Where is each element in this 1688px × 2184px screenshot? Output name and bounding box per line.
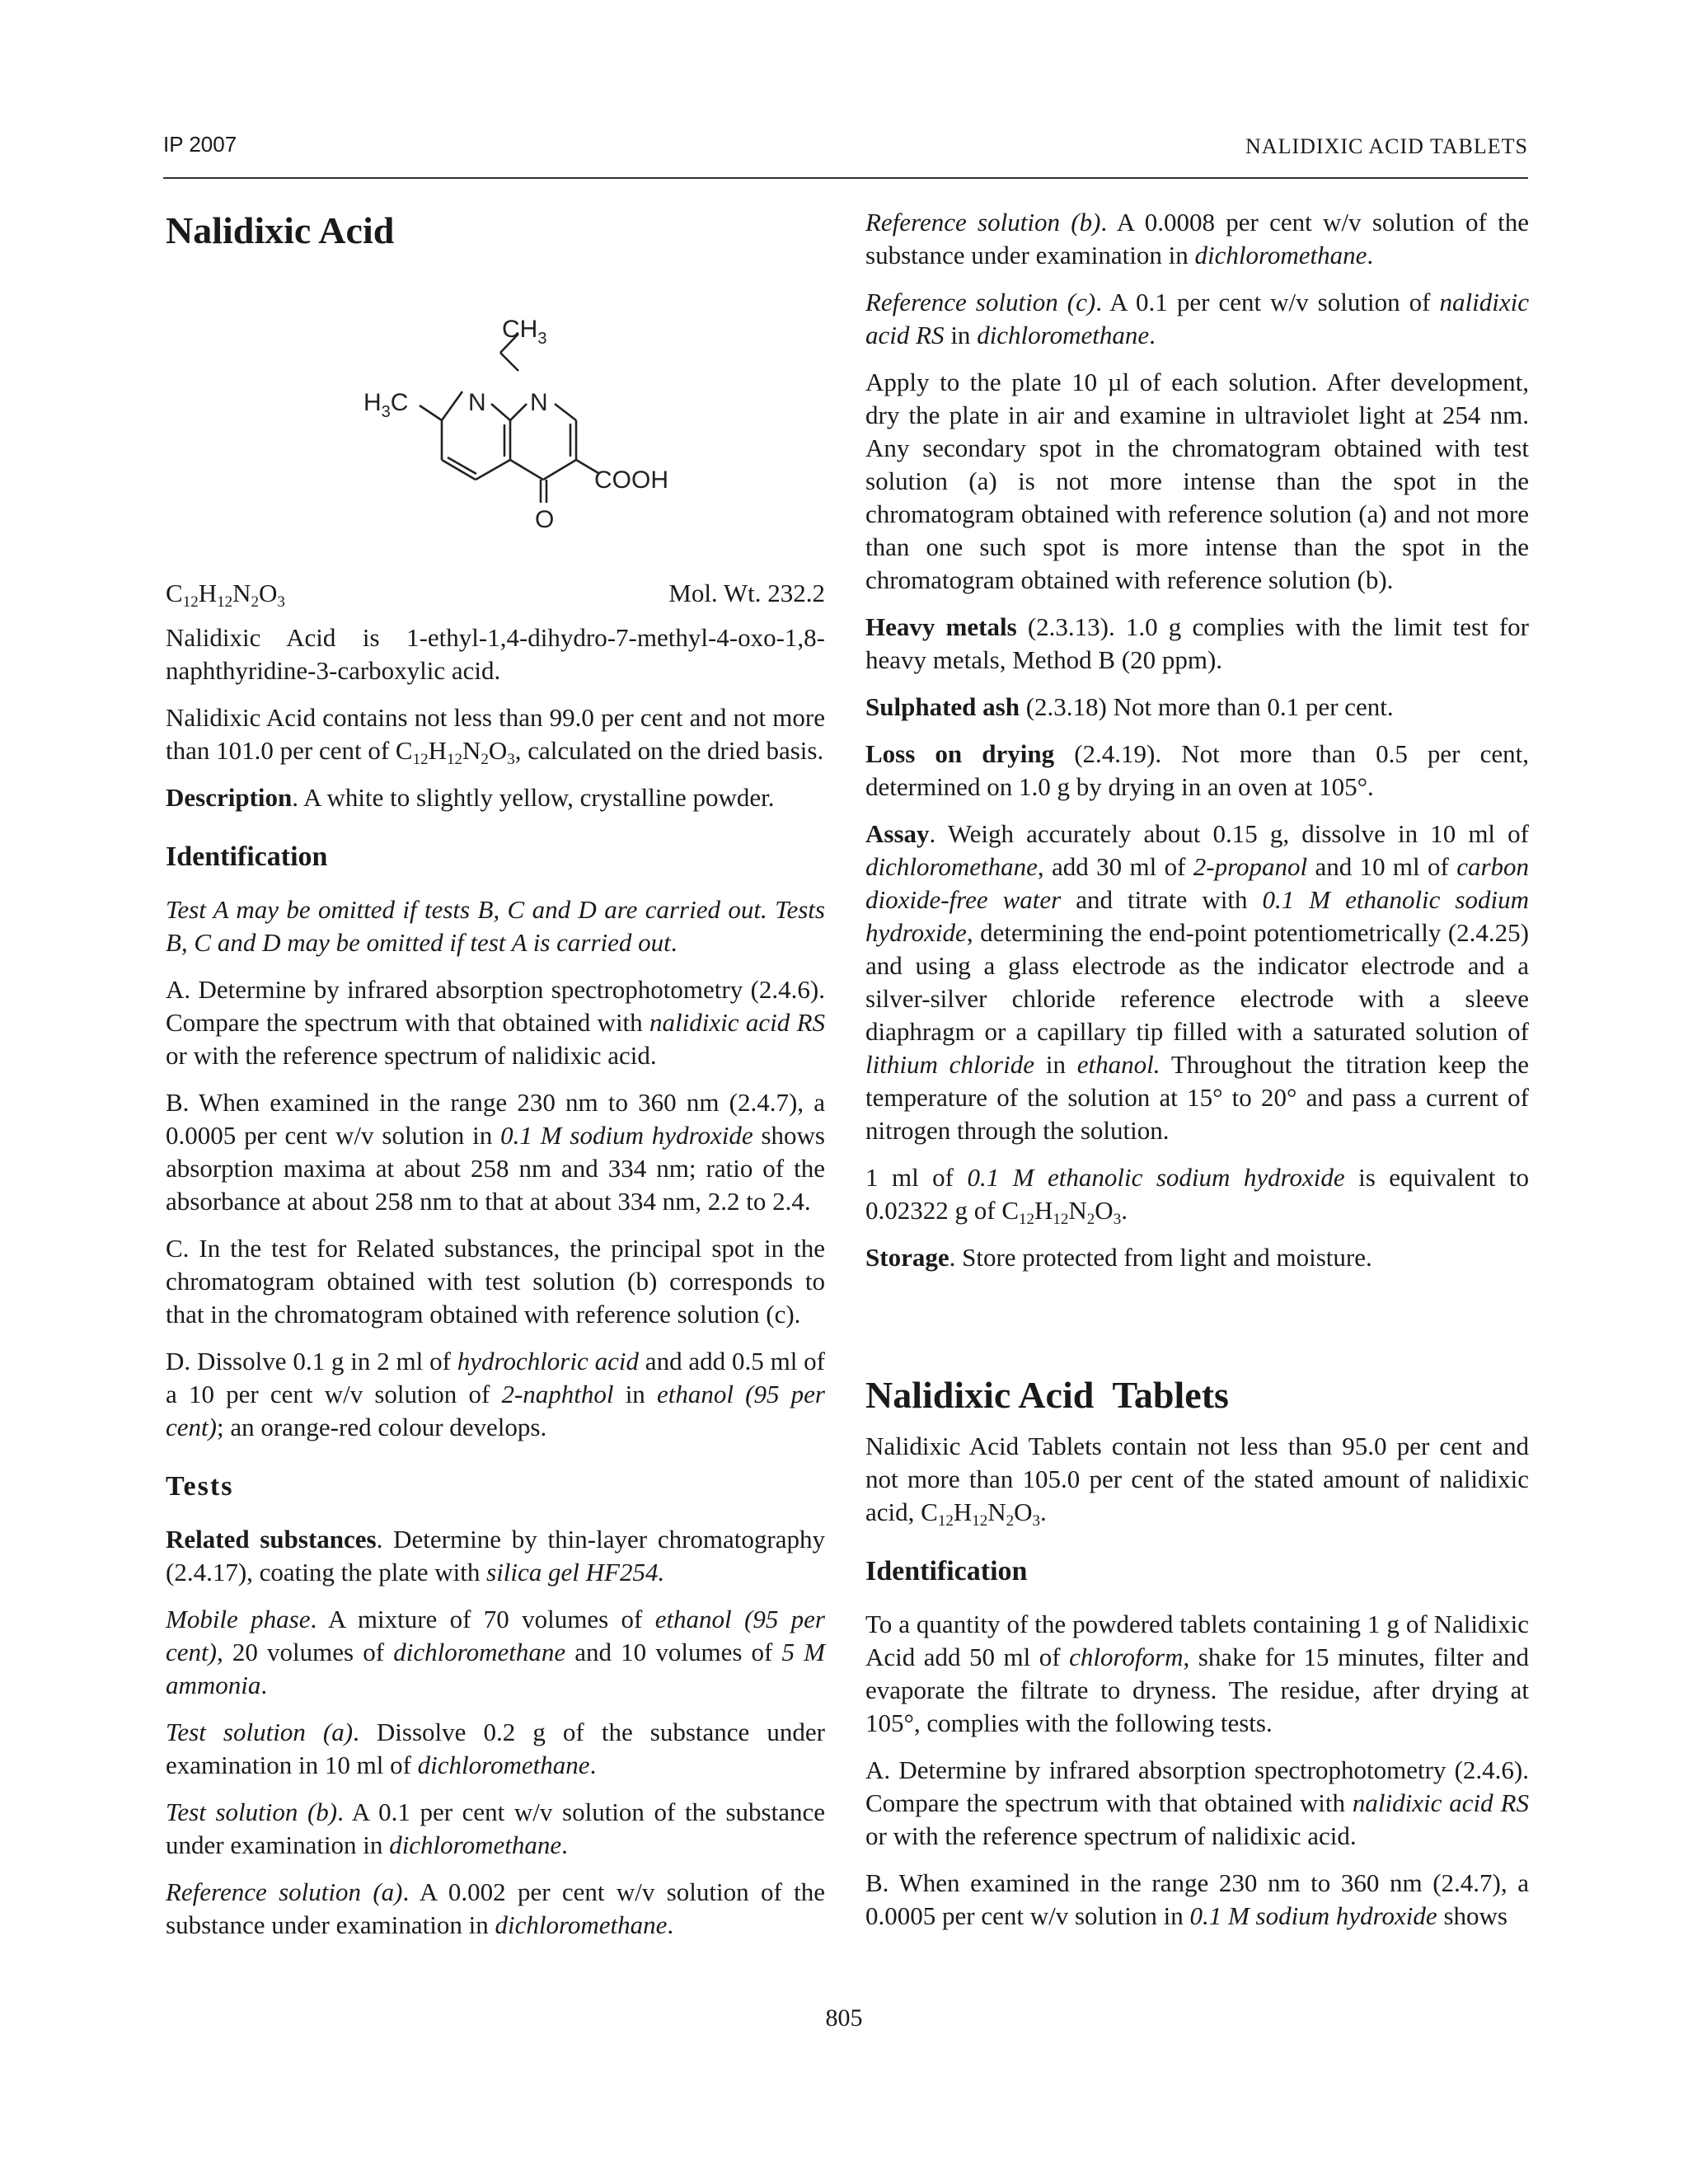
identification-test-a: A. Determine by infrared absorption spectrophotometry (2.4.6). Compare the spectrum with that obtained with nalidixic acid RS or with the reference spectrum of nalidixic acid. — [166, 975, 826, 1070]
tablets-identification-paragraph: To a quantity of the powdered tablets containing 1 g of Nalidixic Acid add 50 ml of chloroform, shake for 15 minutes, filter and evaporate the filtrate to dryness. The residue, after drying at 105°, complies with the following tests. — [865, 1610, 1529, 1737]
reference-solution-b-paragraph: Reference solution (b). A 0.0008 per cent w/v solution of the substance under examination in dichloromethane. — [865, 208, 1529, 269]
running-header-right: NALIDIXIC ACID TABLETS — [1245, 134, 1528, 158]
tablets-content-paragraph: Nalidixic Acid Tablets contain not less than 95.0 per cent and not more than 105.0 per cent of the stated amount of nalidixic acid, $C_{12}H_{12}N_2O_3$. — [865, 1432, 1529, 1530]
apply-paragraph: Apply to the plate 10 µl of each solution. After development, dry the plate in air and examine in ultraviolet light at 254 nm. Any secondary spot in the chromatogram obtained with test solution (a) is not more intense than the spot in the chromatogram obtained with reference solution (a) and not more than one such spot is more intense than the spot in the chromatogram obtained with reference solution (b). — [865, 368, 1529, 594]
section-spacer — [865, 1288, 1529, 1371]
running-header-left: IP 2007 — [163, 132, 237, 157]
molecular-formula: $C_{12}H_{12}N_2O_3$ — [166, 579, 285, 611]
structure-diagram — [314, 255, 710, 577]
struct-o-label: O — [535, 506, 555, 533]
heavy-metals-paragraph: Heavy metals (2.3.13). 1.0 g complies with the limit test for heavy metals, Method B (20 ppm). — [865, 612, 1529, 674]
assay-paragraph: Assay. Weigh accurately about 0.15 g, dissolve in 10 ml of dichloromethane, add 30 ml of 2-propanol and 10 ml of carbon dioxide-free water and titrate with 0.1 M ethanolic sodium hydroxide, determining the end-point potentiometrically (2.4.25) and using a glass electrode as the indicator electrode and a silver-silver chloride reference electrode with a sleeve diaphragm or a capillary tip filled with a saturated solution of lithium chloride in ethanol. Throughout the titration keep the temperature of the solution at 15° to 20° and pass a current of nitrogen through the solution. — [865, 819, 1530, 1145]
reference-solution-a-paragraph: Reference solution (a). A 0.002 per cent w/v solution of the substance under examination in dichloromethane. — [166, 1877, 826, 1939]
struct-h3c-label: $H_3C$ — [363, 389, 409, 421]
test-solution-b-paragraph: Test solution (b). A 0.1 per cent w/v solution of the substance under examination in dichloromethane. — [166, 1797, 825, 1859]
identification-heading: Identification — [166, 841, 328, 872]
test-solution-a-paragraph: Test solution (a). Dissolve 0.2 g of the substance under examination in 10 ml of dichloromethane. — [166, 1718, 825, 1779]
struct-ch3-label: $CH_3$ — [502, 316, 547, 348]
tablets-title: Nalidixic Acid Tablets — [865, 1374, 1229, 1416]
related-substances-paragraph: Related substances. Determine by thin-layer chromatography (2.4.17), coating the plate with silica gel HF254. — [166, 1525, 825, 1586]
chemical-structure — [166, 255, 825, 577]
chemical-name-paragraph: Nalidixic Acid is 1-ethyl-1,4-dihydro-7-methyl-4-oxo-1,8-naphthyridine-3-carboxylic acid. — [166, 623, 825, 685]
identification-note: Test A may be omitted if tests B, C and D are carried out. Tests B, C and D may be omitted if test A is carried out. — [166, 895, 825, 957]
left-column — [166, 206, 825, 1956]
struct-n-label-2: N — [530, 389, 548, 416]
formula-row — [166, 577, 825, 610]
page-number: 805 — [825, 2004, 863, 2032]
storage-paragraph: Storage. Store protected from light and moisture. — [865, 1243, 1372, 1272]
tablets-test-b: B. When examined in the range 230 nm to 360 nm (2.4.7), a 0.0005 per cent w/v solution in 0.1 M sodium hydroxide shows — [865, 1868, 1529, 1930]
molecular-weight: Mol. Wt. 232.2 — [668, 579, 825, 607]
tests-heading: Tests — [166, 1471, 234, 1502]
tablets-test-a: A. Determine by infrared absorption spectrophotometry (2.4.6). Compare the spectrum with that obtained with nalidixic acid RS or with the reference spectrum of nalidixic acid. — [865, 1755, 1530, 1850]
struct-n-label: N — [468, 389, 486, 416]
mobile-phase-paragraph: Mobile phase. A mixture of 70 volumes of ethanol (95 per cent), 20 volumes of dichloromethane and 10 volumes of 5 M ammonia. — [166, 1605, 825, 1699]
header-rule — [163, 177, 1528, 179]
sulphated-ash-paragraph: Sulphated ash (2.3.18) Not more than 0.1 per cent. — [865, 692, 1394, 721]
content-paragraph: Nalidixic Acid contains not less than 99.0 per cent and not more than 101.0 per cent of $C_{12}H_{12}N_2O_3$, calculated on the dried basis. — [166, 703, 825, 768]
tablets-identification-heading: Identification — [865, 1556, 1028, 1586]
description-paragraph: Description. A white to slightly yellow, crystalline powder. — [166, 783, 775, 812]
struct-cooh-label: COOH — [594, 466, 668, 494]
reference-solution-c-paragraph: Reference solution (c). A 0.1 per cent w/v solution of nalidixic acid RS in dichloromethane. — [865, 288, 1530, 349]
loss-on-drying-paragraph: Loss on drying (2.4.19). Not more than 0.5 per cent, determined on 1.0 g by drying in an oven at 105°. — [865, 739, 1529, 801]
identification-test-c: C. In the test for Related substances, the principal spot in the chromatogram obtained with test solution (b) corresponds to that in the chromatogram obtained with reference solution (c). — [166, 1234, 825, 1329]
identification-test-d: D. Dissolve 0.1 g in 2 ml of hydrochloric acid and add 0.5 ml of a 10 per cent w/v solution of 2-naphthol in ethanol (95 per cent); an orange-red colour develops. — [166, 1347, 825, 1441]
identification-test-b: B. When examined in the range 230 nm to 360 nm (2.4.7), a 0.0005 per cent w/v solution in 0.1 M sodium hydroxide shows absorption maxima at about 258 nm and 334 nm; ratio of the absorbance at about 258 nm to that at about 334 nm, 2.2 to 2.4. — [166, 1088, 825, 1216]
right-column — [865, 206, 1529, 1947]
monograph-title: Nalidixic Acid — [166, 209, 395, 251]
equivalence-paragraph: 1 ml of 0.1 M ethanolic sodium hydroxide is equivalent to 0.02322 g of $C_{12}H_{12}N_2O_3$. — [865, 1163, 1529, 1228]
